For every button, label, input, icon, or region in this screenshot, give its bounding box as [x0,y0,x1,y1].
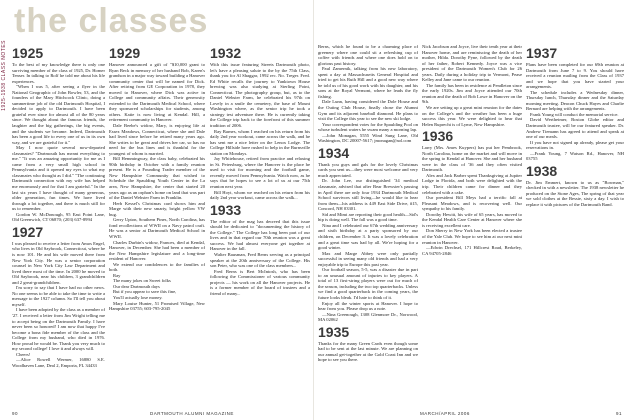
note-paragraph: I have been adopted by the class as a member of '27. I received a letter from Jim Wright telling me to accept being on the Dartmouth Family. I have never been so honored! I am now that happy I've become a bona fide member of the class and the College from my husband, who died in 1976. How proud he would be. Thank you very much to my second college! I love it and always will. [12,307,105,352]
note-paragraph: —Alice Rowell Wermer, 16880 S.E. Woodhaven Lane, Deal 2, Emporia, FL 34433 [12,357,105,368]
note-paragraph: I was pleased to receive a letter from Amos Engel, who lives in Old Saybrook, Connecticut, where he is now 101. He and his wife moved there from New York City. He was a senior corporation counsel in New York City Law Department and lived there most of the time. In 2000 he moved to Old Saybrook, near his children, 3 grandchildren and 2 great-grandchildren. [12,240,105,285]
sidebar-label: 1925-1938 CLASS NOTES [1,40,7,111]
column-1 [12,44,105,404]
column-2 [109,44,205,404]
class-entry [318,325,418,363]
note-paragraph: Hanover announced a gift of "$10,000 grant to Ryan Beck in memory of her husband Bob, Karen's grandson in a major way toward building a Hanover community center that will be named for Dick. After retiring from GE Corporation in 1978, they moved to Hanover, where Dick was active in College and community affairs. Their generosity extended to the Dartmouth Medical School, where they sponsored scholarships for students, among others. Katie is now living at Kendal. Hill, a retirement community in Hanover. [109,62,205,123]
note-paragraph: Walter Bausman, Fred Berns serving as a principal speaker at the 20th anniversary of the College. His son Peter, who was one of the class members... [210,251,310,269]
note-paragraph: With this issue featuring Streets Dartmouth photo, let's have a pleasing salute to the by the 75th Class, thank you for Al Shaggar, 1992 rec. No. Treger. Fred. Ed White recalls the journey to Yanktown House brewing was also studying at Sterling Point, Connecticut. The photography group, but, as to the Daniel Webster Farm, he celebrated his 97th on Lovely in a smile the cemetery, the base of Mount Washington where, as the senior trip he took a strategy test adventure there. He is currently taking the College trip back to the forefront of this summer tradition of 2006. [210,62,310,129]
class-entry [109,46,205,312]
note-paragraph: —Edwin Drechsel, 171 Hillcrest Road, Berkeley, CA 94705-2846 [422,245,522,256]
note-paragraph: Mary Louise Hunter, 51 Promised Village, New Hampshire 03755; 603-795-2045 [109,300,205,312]
column-3 [210,44,310,404]
column-6 [526,44,624,404]
note-paragraph: But if you appear to save this fine, [113,289,177,295]
class-entry [526,164,624,208]
note-paragraph: We are setting up a great mini reunion for the dates on the College's and the weather has been a huge success this year. We were delighted to hear that Helen Ruprecht is of Lyme, New Hampshire. [422,105,522,127]
note-paragraph: Gerry Upton, Southern Pines, North Carolina, has fond recollections of WWII on a Navy patrol craft. He was a senior at Dartmouth Medical School in WWII. [109,217,205,239]
note-paragraph: Herb Kessel's Christmas card shows him and Marge with their new smarty, bright yellow VW bug. [109,200,205,217]
note-paragraph: Bill Hemmingway, the class baby, celebrated his 90th birthday in October with a family reunion present. He is a Founding Trader member of the New Hampshire Community that wished to Schedule the Spaulding Youth Center in the La area, New Hampshire, the center that started 20 years ago as an orphan's home on land that was part of the Daniel Webster Farm in Franklin. [109,156,205,201]
class-year-heading: 1936 [422,128,454,145]
page-gutter [313,0,314,420]
class-entry [318,44,418,144]
note-paragraph: Our football season, 5-5, was a disaster due in part to an unusual amount of injuries to key players. A total of 13 first-string players were out for much of the season, including the two top quarterbacks. Unless we find a good quarterback in the coming years, the future looks bleak. I'd hate to think of it. [318,267,418,300]
note-paragraph: Sid and Mimi are reporting their good health—Sid's hip is doing well. The fall was a good time. [318,211,418,223]
note-paragraph: Jay Whitehouse, retired from practice and relaxing in St. Petersburg, where the Hanover is the place he used to visit for morning and the football game, recently moved from Pennsylvania. Watch now, as he says that he hopes to see a lot of us at our 75th reunion next year. [210,156,310,190]
class-year-heading: 1937 [526,45,558,61]
section-title: the classes [14,2,209,40]
note-paragraph: —John Monagan, 5555 Wind Sung Lane, Old Washington, DC 20007-5617; jmonagan@aol.com [318,132,418,144]
note-paragraph: —Nina Greenough, 1308 Glenmore Dr., Norwood, MA 02062 [318,311,418,323]
note-paragraph: We extend our condolences to the families of both. [109,261,205,273]
magazine-name: DARTMOUTH ALUMNI MAGAZINE [150,411,234,416]
note-paragraph: Dale Beebe's widow, Mary, is enjoying life at Essex Meadows, Connecticut, where she and Dale had lived since before he retired many years ago. She writes to be great and drives her car, so has no need for the bus lines and is thankful for the youngest of whom is married. [109,123,205,156]
class-entry [526,46,624,162]
page-number-right: 91 [615,411,622,416]
note-paragraph: To the best of my knowledge there is only one surviving member of the class of 1925, Dr. Homer Tenser. In talking to Rolf he told me about his life experiences. [12,62,105,84]
note-paragraph: You'll actually lose money. [113,294,163,300]
issue-date: MARCH/APRIL 2006 [420,411,470,416]
class-entry [12,225,105,369]
class-entry [422,44,522,127]
class-year-heading: 1929 [109,45,141,61]
note-paragraph: Paul Zamernik, talking from his new laboratory, spent a day at Massachusetts General Hospital and tried to get his Ruth Hill and a good new way where he told us of his good work with his daughter, and his sons at the Royal Vermont, where he leads the fly fishing. [318,66,418,99]
note-paragraph: Ray Barnes, whom I reached on his return from his daily 2nd year workout, came across the walk, and he has sent me a nice letter on the Lenox Lodge. The College Hillside have rushed to help in the Burnsville station on Mondays. [210,128,310,156]
note-paragraph: Thanks for the many Green Cards even though some had to be sent at the last minute. We are planning on our annual get-together at the Gold Coast Inn and we hope to see you there. [318,340,418,363]
note-paragraph: David Wertheimer, Boston Globe editor and Dartmouth trustee, will be our featured speaker. Dr. Andrew Tiemann has agreed to attend and speak at one of our meals. [526,117,624,140]
note-paragraph: Enjoy all the winter sports at Hanover. I hope to hear from you. Please drop us a note. [318,300,418,312]
class-entry [422,129,522,256]
class-entry [12,46,105,223]
note-paragraph: Our dear Dartmouth days [113,283,160,289]
class-entry [210,203,310,297]
section-sidebar [0,0,10,420]
note-paragraph: Alex and Jack Barber spent Thanksgiving at Jupiter Lodge in Florida, and both were delighted with the trip. Their children came for dinner and they celebrated with a cake. [422,172,522,195]
note-paragraph: Larry (Mrs. Ames Kuypers) has put her Pembrook, North Carolina, home on the market and will move in the spring to Kendal at Hanover. She and her husband were in the class of '36 and they often visited Dartmouth. [422,145,522,173]
note-paragraph: Max and Marge Abbey were only partially successful in seeing many old friends and had a very enjoyable trip to Europe this past year. [318,250,418,267]
note-paragraph: The family has been in residence at Pendleton since the early 1920s. Jim and Joyce attended our 70th reunion and the death of Bob Lowe in Hanover on the 9th. [422,82,522,105]
note-paragraph: Dale Lunn, having considered the Dole House and the Outing Club House, finally chose the Alumni Gym and its adjacent baseball diamond. He plans to visit the College this year to see the new ski lodge. [318,99,418,122]
class-year-heading: 1927 [12,223,44,240]
note-paragraph: Thank you guys and gals for the lovely Christmas cards you sent us—they were most welcome and very much appreciated. [318,161,418,178]
class-entry [318,146,418,323]
note-paragraph: Cheers! [16,351,31,357]
note-paragraph: Berns, which he found to be a charming place of greenery where one could sit a refreshing cup of coffee with friends and where one does hold on to glorious past history. [318,44,418,66]
note-paragraph: Gordon W. McDonough, 95 East Point Lane, Old Greenwich, CT 06870; (203) 637-8994 [12,211,105,223]
note-paragraph: The many jokes on Sweet folks [113,278,171,284]
note-paragraph: Nick Jacobson and Joyce, live their tenth year at their Hanover home, and are reminiscing the death of her mother, Hilda. Dorothy Pyne, followed by the death of her father, Robert Kennedy. Joyce was a vice president of the Dartmouth Women's Club for 26 years. Daily during a holiday trip to Vermont, Pease Kelley and Jane came to our reunion. [422,44,522,83]
column-4 [318,44,418,404]
class-year-heading: 1934 [318,144,350,161]
note-paragraph: Your correspondent votes for the Spaulding Pool on whose turbulent waters he swam many a morning lap. [318,121,418,133]
note-paragraph: I'm sorry to say that I have had no other news. No one seems to be able to take the time to write a message to the 1927 column. So I'll tell you about myself. [12,285,105,307]
note-paragraph: Don Sherry in New York has been elected a trustee of the Yale Club. We hope to see him at our next mini reunion in Hanover. [422,228,522,245]
note-paragraph: Nina and I celebrated our 67th wedding anniversary and sixth birthday at a party sponsored by our children, on December 3. It was a lovely celebration and a great time was had by all. We're hoping for a good winter. [318,222,418,251]
note-paragraph: Dorothy Hewitt, his wife of 65 years, has moved to the Kendal Health Care Center at Hanover where she is receiving excellent care. [422,211,522,228]
note-paragraph: Fred Berns is Bert McIntosh, who has been following the Commissioner of various community projects — his work on all the Hanover projects. He is a former member of the board of trustees and a friend of many... [210,268,310,296]
note-paragraph: Bill Hoyt, whom we reached on his return from his daily 2nd year workout, came across the walk... [210,189,310,201]
note-paragraph: The editor of the mag has decreed that this issue should be dedicated to "documenting the history of the College." The College has long been part of our lives and in that regard our 70th reunion was a great success. We had almost everyone get together at Hanover in the fall. [210,218,310,252]
note-paragraph: Our president Bill Meys had a terrific fall at Pleasant Meadows, and is recovering well. Our sympathy to his family. [422,195,522,212]
column-5 [422,44,522,404]
note-paragraph: Dr. John Lee, our distinguished '34 medical classmate, advised that after Bear Brewster's passing in April there are only four 1934 Dartmouth Medical School survivors still living—he would like to hear from them—his address is 449 East Side Drive, #15, Concord, NH 03301. [318,178,418,212]
note-paragraph: —Frank Young, 7 Watson Rd., Hanover, NH 03755 [526,150,624,162]
class-entry [210,46,310,201]
class-year-heading: 1933 [210,201,242,218]
note-paragraph: May I now quote several now-departed classmates? "Dartmouth has meant everything to me." "It was an amazing opportunity for me as I came from a very small high school in Pennsylvania and it opened my eyes to what my classmates who thought as I did." "The continuing Dartmouth connection with my wife has helped me enormously and for that I am grateful." In the last six years I have thought of many generous, older generation, fun times. We have lived through a lot together, and there is much still for us to remember. [12,145,105,212]
class-year-heading: 1925 [12,45,44,61]
note-paragraph: Plans have been completed for our 69th reunion at Dartmouth from June 7 to 9. You should have received a reunion mailing from the Class of 1937 and we hope that you have started your arrangements. [526,62,624,90]
note-paragraph: Dr. Jim Emmert, known to us as "Bowman," checked in with a newsletter. The 1938 newsletter he produced on the Stone Ages, The spring of that year we sold clothes at the Bessie, sixty a day. I wish to replace it with pictures of the Dartmouth Band. [526,179,624,208]
class-year-heading: 1938 [526,162,558,179]
class-year-heading: 1935 [318,323,350,340]
page-number-left: 90 [12,411,19,416]
note-paragraph: The schedule includes a Wednesday dinner, Thursday lunch, Thursday dinner and the Saturday morning meeting. Deacon Chuck Hayes and Charlie Bernard are helping with the arrangements. [526,89,624,112]
class-year-heading: 1932 [210,45,242,61]
note-paragraph: "When I was 5, after seeing a flyer in the National Geographic of John Bowler, 53, and the founders of the Mary Hitchcock Clinic, doing a summertime job of the old Dartmouth Hospital, I decided to apply to Dartmouth. I have been grateful ever since for almost all of the 80 years since. We thought about the famous friends, the laughter and the big gatherings, the big events, and the students we became. Indeed, Dartmouth has been a good life to every one of us in its own way, and we are grateful for it." [12,84,105,145]
note-paragraph: Charles Durbin's widow, Frances, died at Kendal, Hanover, in December. She had been a member of the New Hampshire legislature and a long-time resident of Hanover. [109,239,205,262]
note-paragraph: If you have not signed up already, please get your reservations in. [526,139,624,151]
note-paragraph: Ray [113,272,121,278]
note-paragraph: Frank Young will conduct the memorial service. [530,111,619,117]
